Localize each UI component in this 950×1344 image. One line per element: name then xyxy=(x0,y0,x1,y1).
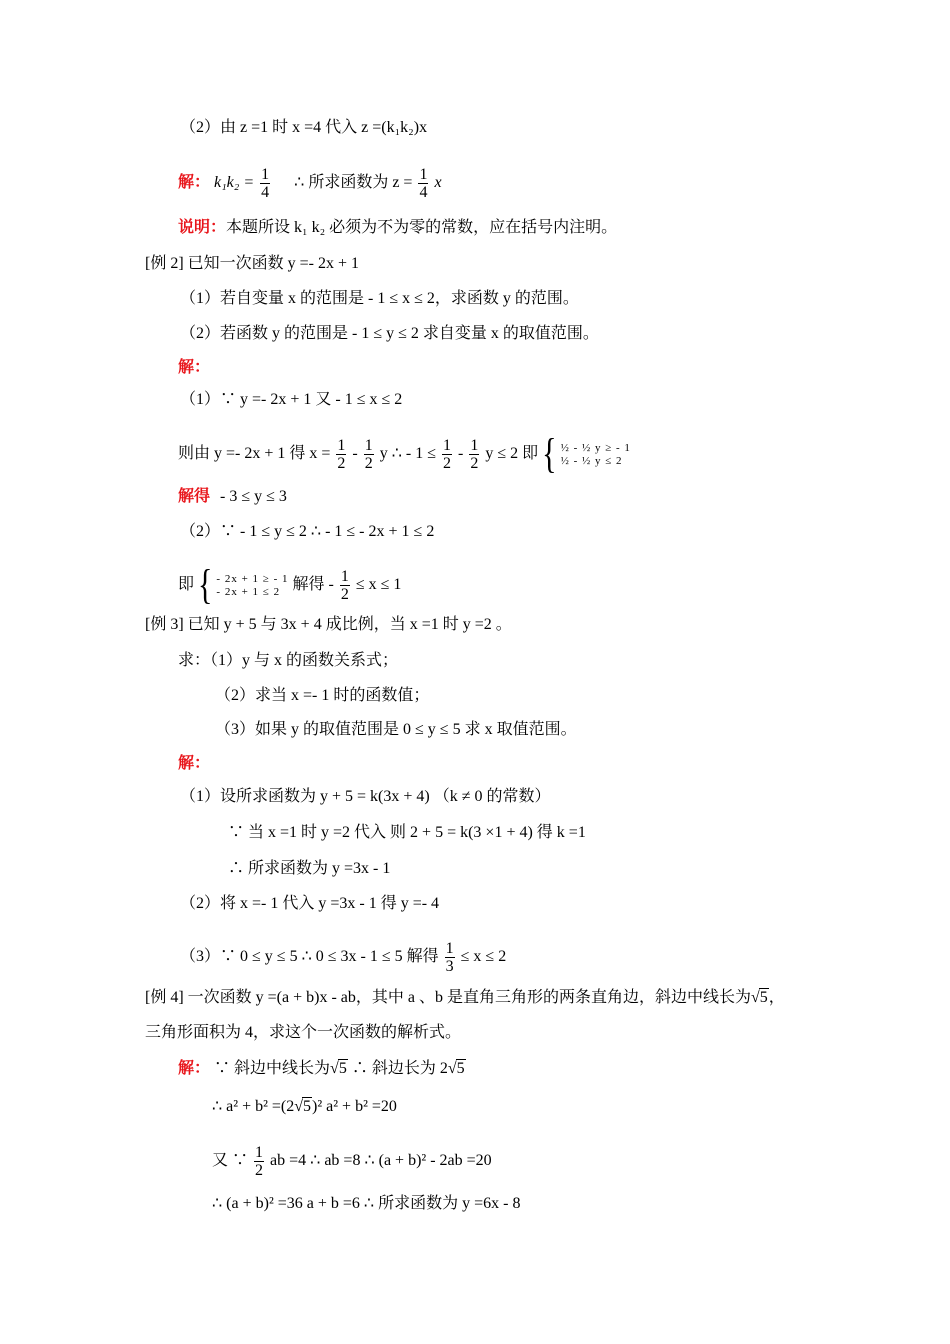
ex3-question-2: （2）求当 x =- 1 时的函数值； xyxy=(215,687,430,704)
step-text: ∴ a² + b² =(2 xyxy=(212,1098,295,1115)
ex3-step-5 xyxy=(180,940,507,975)
system-brace: { xyxy=(542,430,557,477)
fraction: $\frac{1}{2}$ xyxy=(340,568,349,603)
fraction: $\frac{1}{4}$ xyxy=(419,166,428,201)
note-label: 说明： xyxy=(178,219,227,236)
step-text: )² a² + b² =20 xyxy=(312,1098,397,1115)
step-text: ∵ 斜边中线长为 xyxy=(214,1060,331,1077)
ex4-step-4: ∴ (a + b)² =36 a + b =6 ∴ 所求函数为 y =6x - 8 xyxy=(212,1195,521,1212)
ex3-step-2: ∵ 当 x =1 时 y =2 代入 则 2 + 5 = k(3 ×1 + 4) 得 k =1 xyxy=(228,824,586,841)
title-text: [例 4] 一次函数 y =(a + b)x - ab，其中 a 、b 是直角三角形的两条直角边，斜边中线长为 xyxy=(145,989,751,1006)
sqrt-radicand: 5 xyxy=(303,1098,312,1115)
answer-expr: k₁k₂ = xyxy=(214,174,255,192)
step-text: 解得 - xyxy=(292,576,334,594)
sqrt-radicand: 5 xyxy=(759,989,768,1006)
ex2-step-3: （2）∵ - 1 ≤ y ≤ 2 ∴ - 1 ≤ - 2x + 1 ≤ 2 xyxy=(180,523,435,540)
sqrt-radicand: 5 xyxy=(338,1060,347,1077)
ex2-step-1: （1）∵ y =- 2x + 1 又 - 1 ≤ x ≤ 2 xyxy=(180,391,403,408)
ex4-step-3 xyxy=(212,1144,492,1179)
ex4-title-line-2: 三角形面积为 4，求这个一次函数的解析式。 xyxy=(145,1024,462,1041)
step-text: 又 ∵ xyxy=(212,1152,249,1170)
answer-var: x xyxy=(434,174,442,192)
ex3-question-3: （3）如果 y 的取值范围是 0 ≤ y ≤ 5 求 x 取值范围。 xyxy=(215,721,577,738)
ex3-question-1: 求：（1）y 与 x 的函数关系式； xyxy=(178,652,399,669)
fraction: $\frac{1}{2}$ xyxy=(443,437,452,472)
ex3-title: [例 3] 已知 y + 5 与 3x + 4 成比例，当 x =1 时 y =2 。 xyxy=(145,616,512,633)
note-text: 本题所设 k₁ k₂ 必须为不为零的常数，应在括号内注明。 xyxy=(226,219,618,236)
step-text: ∴ 斜边长为 2 xyxy=(351,1060,448,1077)
result-value: - 3 ≤ y ≤ 3 xyxy=(220,488,287,505)
ex2-solution-label: 解： xyxy=(178,359,211,376)
note-line xyxy=(178,217,617,239)
ex1-part2-line: （2）由 z =1 时 x =4 代入 z =(k₁k₂)x xyxy=(180,119,428,136)
minus: - xyxy=(458,445,464,463)
step-text: （3）∵ 0 ≤ y ≤ 5 ∴ 0 ≤ 3x - 1 ≤ 5 解得 xyxy=(180,948,439,966)
answer-conclusion: ∴ 所求函数为 z = xyxy=(294,174,413,192)
step-text: ≤ x ≤ 2 xyxy=(460,948,507,966)
inequality-system: - 2x + 1 ≥ - 1 - 2x + 1 ≤ 2 xyxy=(216,572,289,598)
ex2-question-1: （1）若自变量 x 的范围是 - 1 ≤ x ≤ 2，求函数 y 的范围。 xyxy=(180,290,579,307)
ex1-answer xyxy=(178,166,442,201)
answer-label: 解： xyxy=(178,174,211,192)
ex4-title-line-1: [例 4] 一次函数 y =(a + b)x - ab，其中 a 、b 是直角三角形的两条直角边，斜边中线长为√5， xyxy=(145,989,785,1006)
step-text: ab =4 ∴ ab =8 ∴ (a + b)² - 2ab =20 xyxy=(270,1152,492,1170)
ex3-step-1: （1）设所求函数为 y + 5 = k(3x + 4) （k ≠ 0 的常数） xyxy=(180,788,551,805)
solution-label: 解： xyxy=(178,1060,211,1077)
fraction: $\frac{1}{2}$ xyxy=(255,1144,264,1179)
ex2-step-2 xyxy=(178,430,631,477)
fraction: $\frac{1}{4}$ xyxy=(261,166,270,201)
fraction: $\frac{1}{2}$ xyxy=(364,437,373,472)
fraction: $\frac{1}{2}$ xyxy=(337,437,346,472)
fraction: $\frac{1}{3}$ xyxy=(445,940,454,975)
title-text: ， xyxy=(768,989,785,1006)
ex4-step-1: 解： ∵ 斜边中线长为√5 ∴ 斜边长为 2√5 xyxy=(178,1060,465,1077)
ex2-step-4 xyxy=(178,561,402,608)
step-text: ≤ x ≤ 1 xyxy=(355,576,402,594)
ex3-solution-label: 解： xyxy=(178,755,211,772)
ex3-step-4: （2）将 x =- 1 代入 y =3x - 1 得 y =- 4 xyxy=(180,895,440,912)
inequality-system: ½ - ½ y ≥ - 1 ½ - ½ y ≤ 2 xyxy=(560,441,631,467)
fraction: $\frac{1}{2}$ xyxy=(470,437,479,472)
ex2-question-2: （2）若函数 y 的范围是 - 1 ≤ y ≤ 2 求自变量 x 的取值范围。 xyxy=(180,325,599,342)
minus: - xyxy=(352,445,358,463)
sqrt-radicand: 5 xyxy=(456,1060,465,1077)
result-label: 解得 xyxy=(178,488,211,505)
step-text: 即 xyxy=(178,576,195,594)
step-text: 则由 y =- 2x + 1 得 x = xyxy=(178,445,331,463)
ex4-step-2: ∴ a² + b² =(2√5)² a² + b² =20 xyxy=(212,1098,397,1115)
step-text: y ∴ - 1 ≤ xyxy=(379,445,437,463)
step-text: y ≤ 2 即 xyxy=(485,445,539,463)
ex2-result xyxy=(178,486,287,508)
system-brace: { xyxy=(198,561,213,608)
ex3-step-3: ∴ 所求函数为 y =3x - 1 xyxy=(228,860,391,877)
ex2-title: [例 2] 已知一次函数 y =- 2x + 1 xyxy=(145,255,360,272)
